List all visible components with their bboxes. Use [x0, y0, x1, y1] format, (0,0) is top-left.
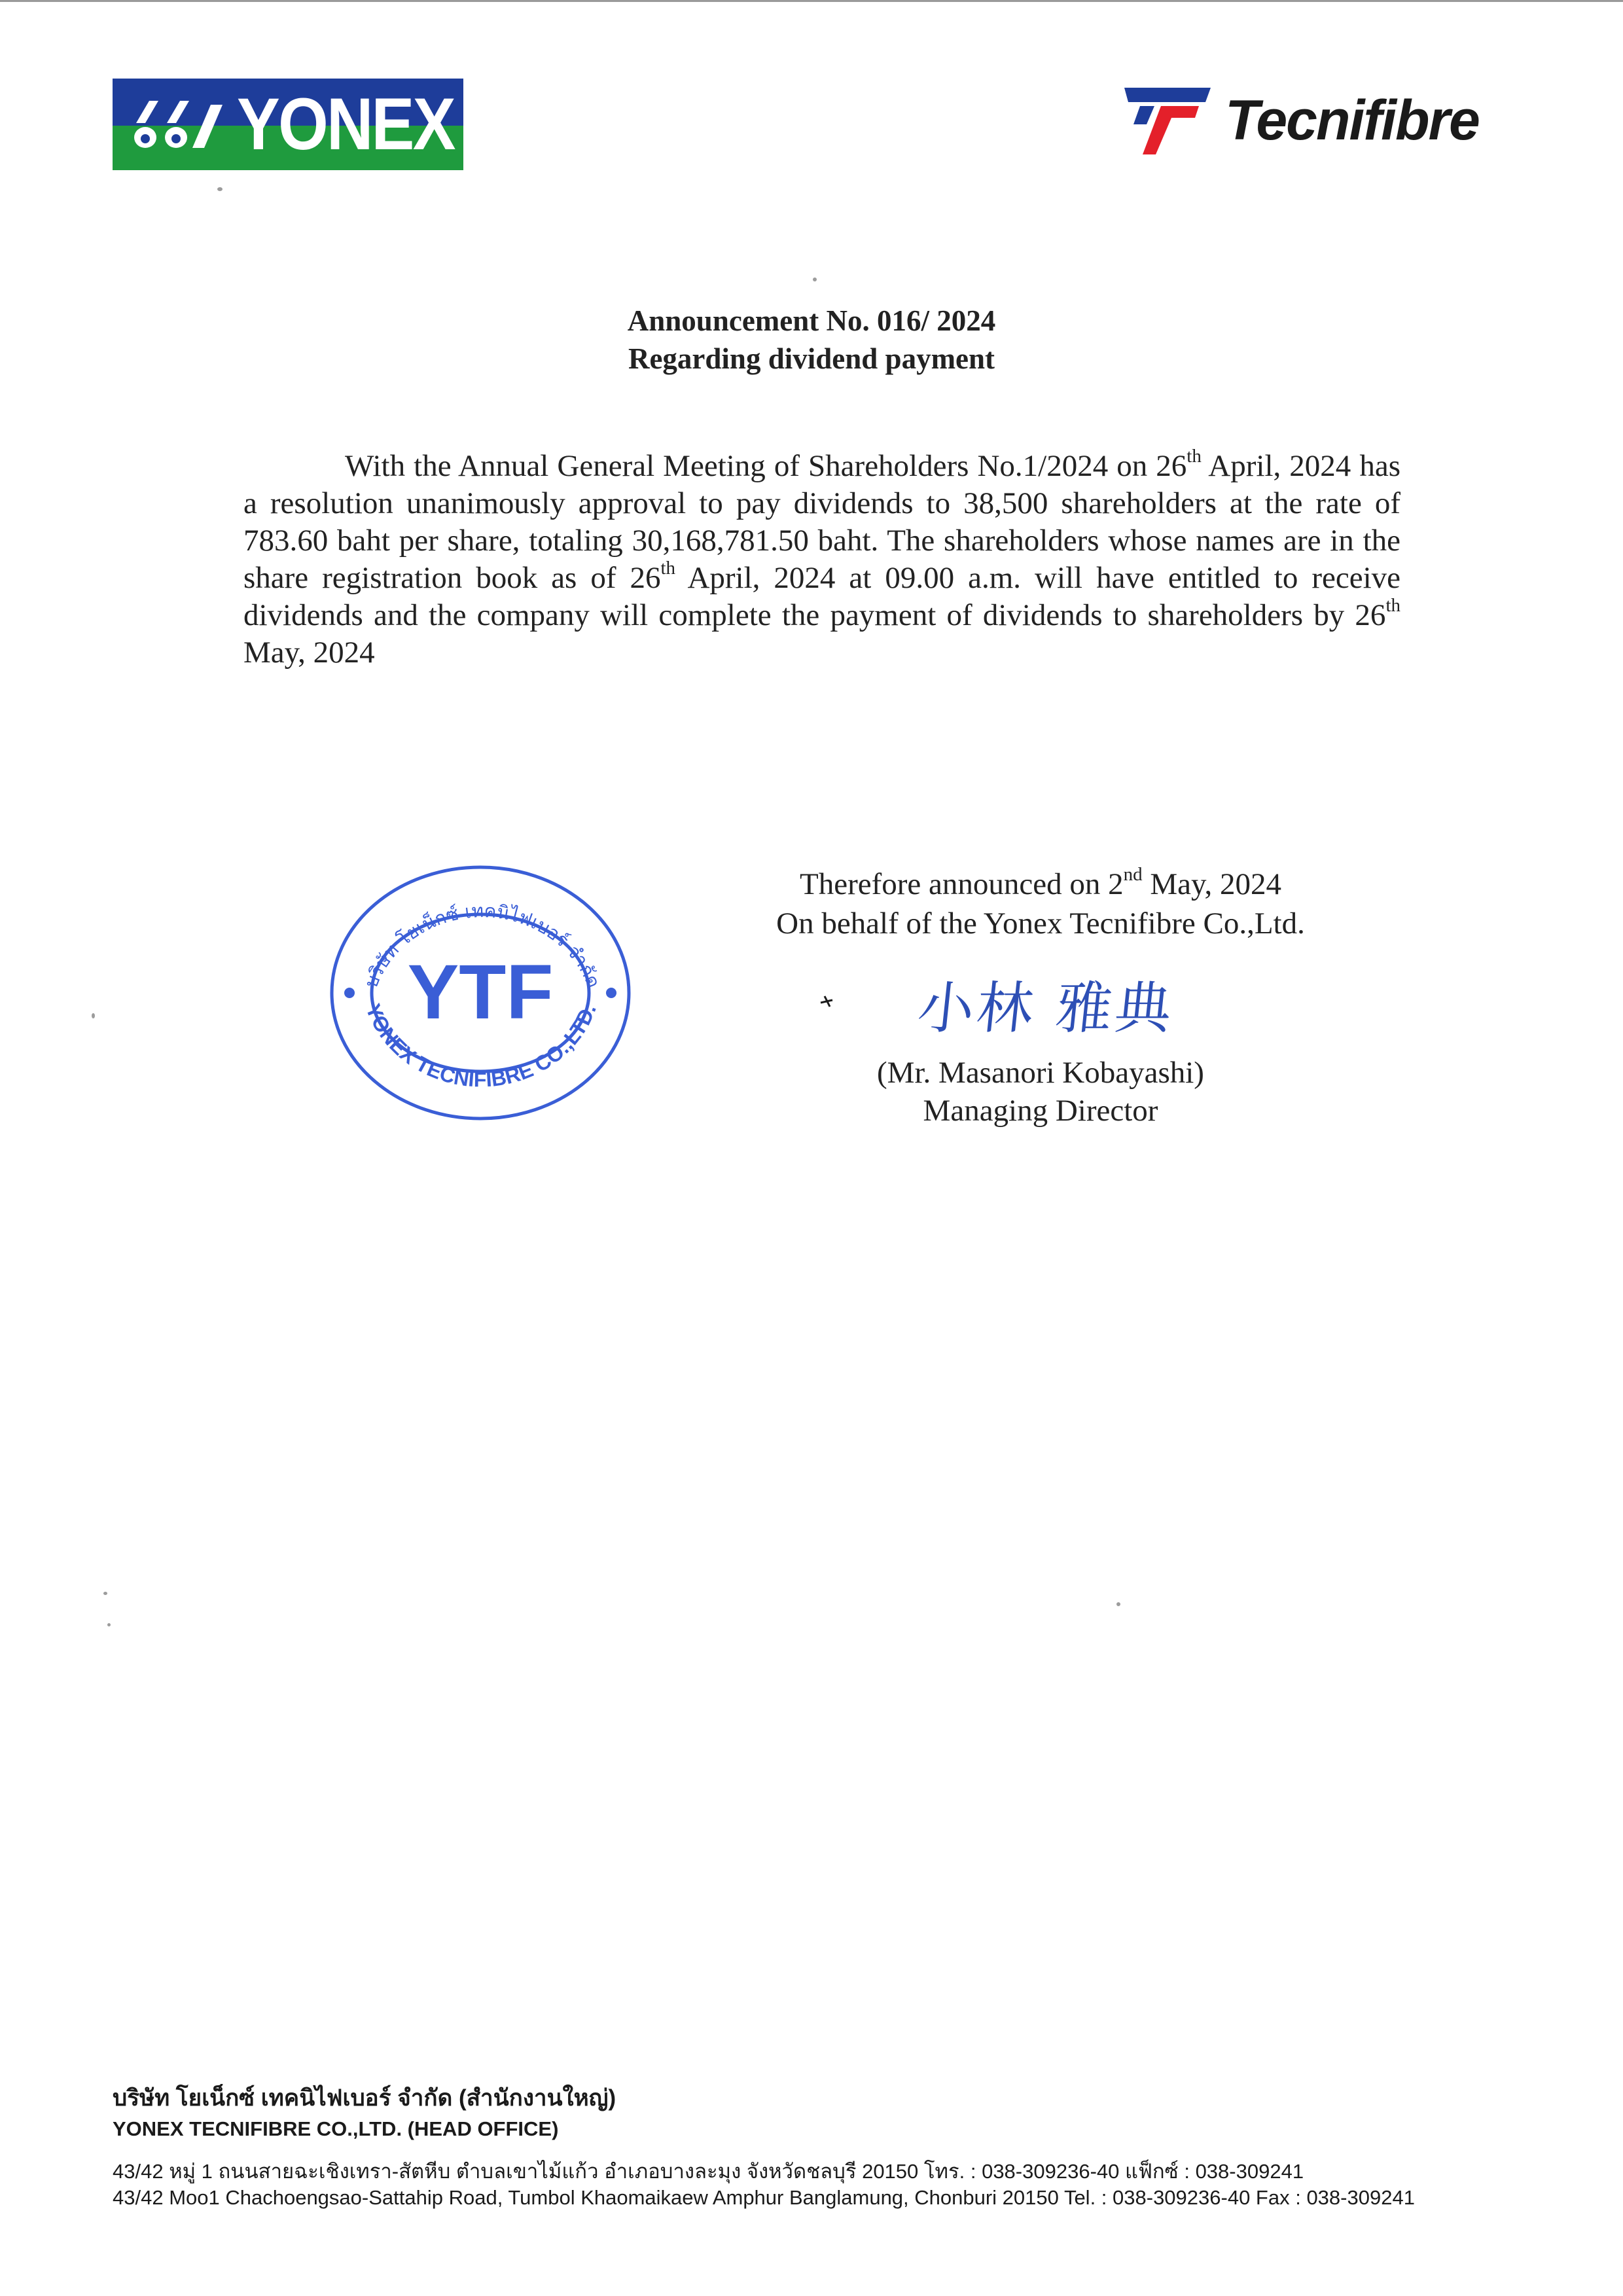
yonex-logo-text: YONEX	[237, 83, 454, 165]
announcement-number: Announcement No. 016/ 2024	[627, 304, 996, 337]
on-behalf-line: On behalf of the Yonex Tecnifibre Co.,Ltd.	[776, 906, 1305, 941]
stamp-bottom-arc-text: YONEX TECNIFIBRE CO.,LTD.	[361, 1000, 601, 1092]
footer-english-company-name: YONEX TECNIFIBRE CO.,LTD. (HEAD OFFICE)	[113, 2117, 559, 2140]
handwritten-signature	[818, 962, 1224, 1060]
company-stamp	[327, 863, 633, 1123]
ordinal-suffix: nd	[1123, 864, 1143, 885]
body-sentence-3: April, 2024 at 09.00 a.m. will have entitled to receive dividends and the company will complete the payment of dividends to shareholders by 26	[243, 561, 1400, 632]
announcement-body	[243, 448, 1400, 672]
ordinal-suffix: th	[1186, 446, 1202, 467]
body-sentence-1: With the Annual General Meeting of Shareholders No.1/2024 on 26	[345, 449, 1187, 483]
announcement-date-prefix: Therefore announced on 2	[800, 867, 1124, 901]
tecnifibre-t-mark-icon	[1122, 84, 1213, 156]
announcement-date	[713, 865, 1368, 903]
signer-name: (Mr. Masanori Kobayashi)	[877, 1056, 1204, 1090]
body-paragraph	[243, 448, 1400, 672]
announcement-date-suffix: May, 2024	[1142, 867, 1281, 901]
scan-speck	[107, 1623, 111, 1626]
tecnifibre-logo-text: Tecnifibre	[1225, 89, 1479, 152]
scan-speck	[1116, 1602, 1120, 1606]
scan-top-edge	[0, 0, 1623, 2]
scan-speck	[813, 278, 817, 281]
ordinal-suffix: th	[660, 558, 676, 579]
ordinal-suffix: th	[1385, 595, 1400, 616]
yonex-shuttle-mark-icon	[127, 97, 225, 156]
footer-english-address: 43/42 Moo1 Chachoengsao-Sattahip Road, Tumbol Khaomaikaew Amphur Banglamung, Chonburi 20150 Tel. : 038-309236-40 Fax : 038-309241	[113, 2186, 1415, 2209]
body-sentence-2: April, 2024 has a resolution unanimously approval to pay dividends to 38,500 shareholders at the rate of 783.60 baht per share, totaling 30,168,781.50 baht. The shareholders whose names are in the share registration book as of 26	[243, 449, 1400, 595]
stamp-top-arc-text: บริษัท โยเน็กซ์ เทคนิไฟเบอร์ จำกัด	[360, 899, 605, 991]
signer-title: Managing Director	[923, 1094, 1158, 1128]
footer-thai-company-name: บริษัท โยเน็กซ์ เทคนิไฟเบอร์ จำกัด (สำนักงานใหญ่)	[113, 2085, 616, 2111]
scan-speck	[217, 187, 223, 191]
body-sentence-4: May, 2024	[243, 636, 375, 670]
scan-speck	[103, 1592, 107, 1595]
scan-speck	[92, 1013, 95, 1018]
yonex-logo	[113, 79, 463, 170]
signature-handwriting: 小林 雅典	[914, 976, 1178, 1041]
announcement-subject: Regarding dividend payment	[628, 342, 995, 375]
stamp-center-text: YTF	[407, 949, 554, 1035]
tecnifibre-logo	[1122, 84, 1514, 162]
footer-thai-address: 43/42 หมู่ 1 ถนนสายฉะเชิงเทรา-สัตหีบ ตำบลเขาไม้แก้ว อำเภอบางละมุง จังหวัดชลบุรี 20150 โทร. : 038-309236-40 แฟ็กซ์ : 038-309241	[113, 2160, 1304, 2183]
